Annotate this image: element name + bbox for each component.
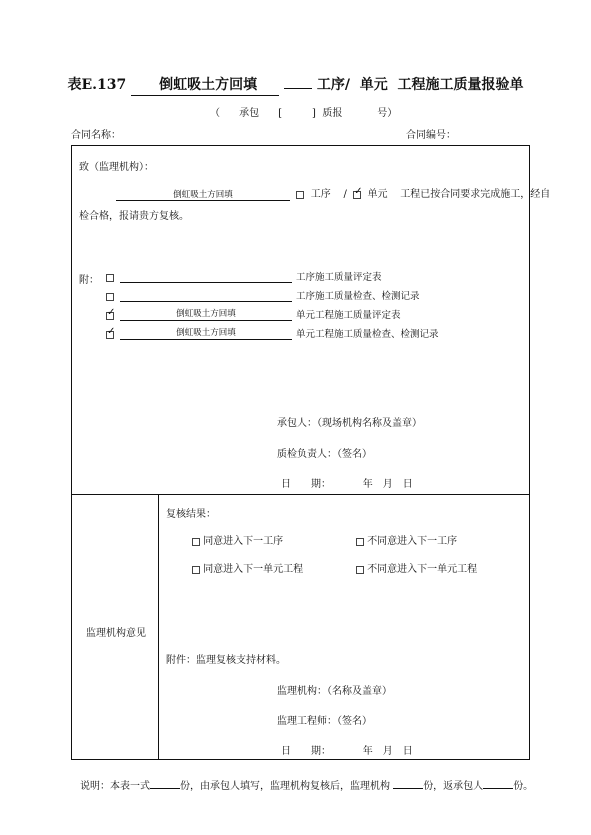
- attachment-value: [120, 289, 292, 302]
- attachment-item: [106, 288, 420, 302]
- date-1-label: 日 期：: [281, 479, 331, 490]
- date-2-ymd: 年 月 日: [362, 746, 413, 757]
- attachment-value: 倒虹吸土方回填: [120, 308, 292, 321]
- option-checkbox[interactable]: [192, 538, 200, 546]
- footer-text-4: 份。: [513, 781, 534, 792]
- date-2: [281, 742, 413, 757]
- attachment-label: 工序施工质量评定表: [296, 272, 382, 283]
- option-checkbox[interactable]: [192, 566, 200, 574]
- qc-signature: 质检负责人：（签名）: [277, 449, 372, 460]
- declaration-text: 工程已按合同要求完成施工，经自: [400, 189, 551, 200]
- supervision-opinion-label: 监理机构意见: [86, 628, 146, 639]
- option-label: 同意进入下一单元工程: [203, 564, 304, 575]
- table-number: 表E.137: [67, 77, 127, 93]
- option-item: [192, 532, 283, 547]
- title-slash: /: [344, 77, 351, 93]
- attachment-label: 单元工程施工质量检查、检测记录: [296, 329, 439, 340]
- attachment-item: [106, 307, 401, 321]
- subtitle-bracket: [ ]: [278, 108, 316, 119]
- declaration-step-label: 工序: [310, 189, 331, 200]
- section-divider: [72, 494, 529, 495]
- option-item: [356, 560, 477, 575]
- unit-label: 单元: [359, 77, 388, 93]
- review-result-label: 复核结果：: [166, 509, 216, 520]
- subtitle: [210, 104, 397, 119]
- declaration-slash: /: [343, 189, 347, 200]
- attachment-item: [106, 326, 439, 340]
- footer-blank: [150, 778, 180, 789]
- attachments-label: 附：: [79, 275, 99, 286]
- unit-checkbox[interactable]: [353, 191, 361, 199]
- option-checkbox[interactable]: [356, 538, 364, 546]
- doc-title: 工程施工质量报验单: [397, 77, 524, 93]
- page-title: [0, 74, 591, 96]
- contract-number-label: 合同编号：: [406, 130, 456, 141]
- attachment-value: [120, 270, 292, 283]
- project-name: 倒虹吸土方回填: [131, 74, 279, 96]
- attachment-value: 倒虹吸土方回填: [120, 327, 292, 340]
- subtitle-contractor: 承包: [239, 108, 260, 119]
- attachment-item: [106, 269, 382, 283]
- option-label: 同意进入下一工序: [203, 536, 284, 547]
- to-supervisor-label: 致（监理机构）：: [79, 162, 154, 173]
- supervisor-engineer-signature: 监理工程师：（签名）: [277, 716, 372, 727]
- option-item: [192, 560, 303, 575]
- footer-text-1: 说明：本表一式: [80, 781, 150, 792]
- step-checkbox[interactable]: [296, 191, 304, 199]
- subtitle-text: 质报: [322, 108, 343, 119]
- footer-blank: [483, 778, 513, 789]
- attachment-checkbox[interactable]: [106, 331, 114, 339]
- subtitle-open: （: [210, 108, 220, 119]
- footer-note: [80, 777, 533, 792]
- declaration-project: 倒虹吸土方回填: [116, 188, 290, 201]
- declaration-text-2: 检合格，报请贵方复核。: [79, 211, 189, 222]
- declaration-line: [116, 185, 550, 201]
- supervisor-org-signature: 监理机构：（名称及盖章）: [277, 686, 392, 697]
- contract-name-label: 合同名称：: [71, 130, 121, 141]
- review-attachment: 附件：监理复核支持材料。: [166, 655, 286, 666]
- date-2-label: 日 期：: [281, 746, 331, 757]
- option-checkbox[interactable]: [356, 566, 364, 574]
- footer-text-3: 份，返承包人: [423, 781, 484, 792]
- title-blank: [284, 88, 312, 89]
- column-divider: [158, 494, 159, 759]
- option-label: 不同意进入下一单元工程: [367, 564, 478, 575]
- step-label: 工序: [316, 77, 345, 93]
- attachment-checkbox[interactable]: [106, 312, 114, 320]
- date-1-ymd: 年 月 日: [362, 479, 413, 490]
- footer-blank: [393, 778, 423, 789]
- attachment-label: 工序施工质量检查、检测记录: [296, 291, 420, 302]
- declaration-unit-label: 单元: [367, 189, 388, 200]
- date-1: [281, 475, 413, 490]
- contractor-signature: 承包人：（现场机构名称及盖章）: [277, 418, 422, 429]
- attachment-checkbox[interactable]: [106, 293, 114, 301]
- option-label: 不同意进入下一工序: [367, 536, 458, 547]
- option-item: [356, 532, 457, 547]
- subtitle-number: 号）: [377, 108, 398, 119]
- footer-text-2: 份，由承包人填写，监理机构复核后，监理机构: [180, 781, 390, 792]
- attachment-label: 单元工程施工质量评定表: [296, 310, 401, 321]
- attachment-checkbox[interactable]: [106, 274, 114, 282]
